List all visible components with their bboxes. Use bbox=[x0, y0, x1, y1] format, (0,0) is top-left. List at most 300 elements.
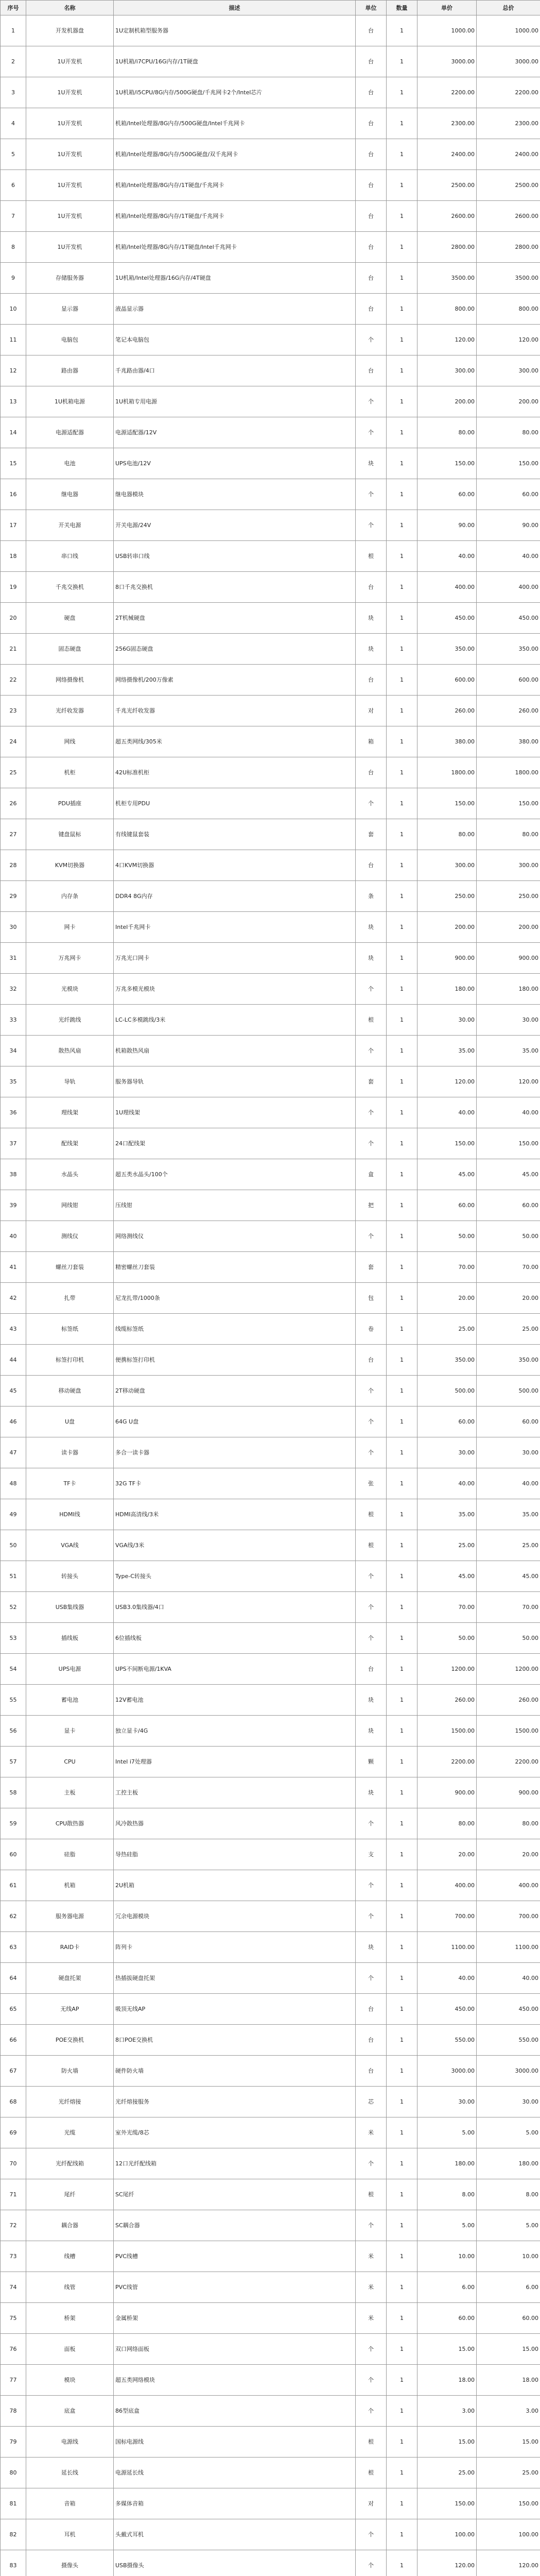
cell-no: 81 bbox=[1, 2488, 26, 2519]
cell-total: 2500.00 bbox=[477, 170, 540, 201]
cell-total: 3000.00 bbox=[477, 46, 540, 77]
cell-qty: 1 bbox=[387, 541, 417, 572]
cell-qty: 1 bbox=[387, 2272, 417, 2303]
cell-no: 74 bbox=[1, 2272, 26, 2303]
cell-price: 3500.00 bbox=[417, 263, 477, 294]
table-row bbox=[1, 912, 540, 943]
cell-price: 1500.00 bbox=[417, 1716, 477, 1747]
cell-unit: 个 bbox=[356, 510, 387, 541]
cell-qty: 1 bbox=[387, 2210, 417, 2241]
table-row bbox=[1, 46, 540, 77]
cell-no: 69 bbox=[1, 2117, 26, 2148]
cell-desc: 多合一读卡器 bbox=[114, 1437, 356, 1468]
cell-total: 3000.00 bbox=[477, 2056, 540, 2087]
cell-price: 900.00 bbox=[417, 1777, 477, 1808]
cell-desc: USB摄像头 bbox=[114, 2550, 356, 2576]
cell-total: 200.00 bbox=[477, 912, 540, 943]
cell-desc: 吸顶无线AP bbox=[114, 1994, 356, 2025]
cell-name: 键盘鼠标 bbox=[26, 819, 114, 850]
cell-no: 34 bbox=[1, 1036, 26, 1066]
cell-desc: Intel千兆网卡 bbox=[114, 912, 356, 943]
cell-price: 350.00 bbox=[417, 634, 477, 665]
cell-name: VGA线 bbox=[26, 1530, 114, 1561]
cell-unit: 块 bbox=[356, 634, 387, 665]
cell-price: 700.00 bbox=[417, 1901, 477, 1932]
cell-qty: 1 bbox=[387, 603, 417, 634]
cell-qty: 1 bbox=[387, 1777, 417, 1808]
cell-total: 350.00 bbox=[477, 1345, 540, 1376]
table-row bbox=[1, 1901, 540, 1932]
table-row bbox=[1, 1345, 540, 1376]
cell-desc: PVC线管 bbox=[114, 2272, 356, 2303]
cell-no: 57 bbox=[1, 1747, 26, 1777]
cell-name: TF卡 bbox=[26, 1468, 114, 1499]
cell-desc: 1U理线架 bbox=[114, 1097, 356, 1128]
cell-desc: 12口光纤配线箱 bbox=[114, 2148, 356, 2179]
table-row bbox=[1, 1128, 540, 1159]
cell-no: 15 bbox=[1, 448, 26, 479]
cell-desc: 超五类网线/305米 bbox=[114, 726, 356, 757]
cell-qty: 1 bbox=[387, 1932, 417, 1963]
cell-desc: 2T移动硬盘 bbox=[114, 1376, 356, 1406]
cell-price: 18.00 bbox=[417, 2365, 477, 2396]
cell-qty: 1 bbox=[387, 2365, 417, 2396]
table-row bbox=[1, 881, 540, 912]
cell-desc: USB3.0集线器/4口 bbox=[114, 1592, 356, 1623]
cell-total: 20.00 bbox=[477, 1839, 540, 1870]
cell-unit: 台 bbox=[356, 1654, 387, 1685]
table-row bbox=[1, 726, 540, 757]
cell-unit: 台 bbox=[356, 572, 387, 603]
cell-name: 1U机箱电源 bbox=[26, 386, 114, 417]
table-row bbox=[1, 1066, 540, 1097]
cell-no: 19 bbox=[1, 572, 26, 603]
cell-price: 40.00 bbox=[417, 1097, 477, 1128]
cell-no: 68 bbox=[1, 2087, 26, 2117]
cell-price: 2300.00 bbox=[417, 108, 477, 139]
cell-no: 73 bbox=[1, 2241, 26, 2272]
cell-name: 1U开发机 bbox=[26, 170, 114, 201]
cell-unit: 个 bbox=[356, 974, 387, 1005]
cell-total: 40.00 bbox=[477, 1468, 540, 1499]
table-row bbox=[1, 2179, 540, 2210]
table-row bbox=[1, 2148, 540, 2179]
cell-unit: 根 bbox=[356, 541, 387, 572]
cell-no: 67 bbox=[1, 2056, 26, 2087]
cell-unit: 块 bbox=[356, 1777, 387, 1808]
cell-name: 显卡 bbox=[26, 1716, 114, 1747]
cell-qty: 1 bbox=[387, 974, 417, 1005]
cell-total: 10.00 bbox=[477, 2241, 540, 2272]
table-row bbox=[1, 665, 540, 696]
cell-name: 显示器 bbox=[26, 294, 114, 325]
cell-desc: 光纤熔接服务 bbox=[114, 2087, 356, 2117]
cell-price: 60.00 bbox=[417, 479, 477, 510]
cell-total: 80.00 bbox=[477, 1808, 540, 1839]
cell-no: 32 bbox=[1, 974, 26, 1005]
cell-unit: 块 bbox=[356, 603, 387, 634]
cell-unit: 对 bbox=[356, 696, 387, 726]
cell-qty: 1 bbox=[387, 2148, 417, 2179]
cell-unit: 台 bbox=[356, 1994, 387, 2025]
table-row bbox=[1, 108, 540, 139]
cell-price: 120.00 bbox=[417, 2550, 477, 2576]
cell-no: 23 bbox=[1, 696, 26, 726]
cell-qty: 1 bbox=[387, 634, 417, 665]
cell-name: U盘 bbox=[26, 1406, 114, 1437]
table-row bbox=[1, 1623, 540, 1654]
cell-name: POE交换机 bbox=[26, 2025, 114, 2056]
cell-name: KVM切换器 bbox=[26, 850, 114, 881]
cell-price: 2500.00 bbox=[417, 170, 477, 201]
cell-total: 180.00 bbox=[477, 974, 540, 1005]
cell-qty: 1 bbox=[387, 2334, 417, 2365]
cell-no: 79 bbox=[1, 2427, 26, 2458]
cell-name: 线槽 bbox=[26, 2241, 114, 2272]
cell-name: 光纤跳线 bbox=[26, 1005, 114, 1036]
table-row bbox=[1, 1499, 540, 1530]
cell-price: 3000.00 bbox=[417, 2056, 477, 2087]
cell-total: 400.00 bbox=[477, 572, 540, 603]
cell-no: 53 bbox=[1, 1623, 26, 1654]
cell-name: 1U开发机 bbox=[26, 108, 114, 139]
cell-price: 8.00 bbox=[417, 2179, 477, 2210]
cell-unit: 颗 bbox=[356, 1747, 387, 1777]
cell-name: 音箱 bbox=[26, 2488, 114, 2519]
cell-qty: 1 bbox=[387, 1468, 417, 1499]
cell-name: 光纤收发器 bbox=[26, 696, 114, 726]
cell-price: 350.00 bbox=[417, 1345, 477, 1376]
cell-desc: SC尾纤 bbox=[114, 2179, 356, 2210]
table-row bbox=[1, 201, 540, 232]
cell-price: 400.00 bbox=[417, 572, 477, 603]
cell-total: 40.00 bbox=[477, 1963, 540, 1994]
cell-qty: 1 bbox=[387, 2519, 417, 2550]
cell-desc: 42U标准机柜 bbox=[114, 757, 356, 788]
cell-price: 200.00 bbox=[417, 912, 477, 943]
cell-total: 1200.00 bbox=[477, 1654, 540, 1685]
table-row bbox=[1, 1870, 540, 1901]
cell-name: 测线仪 bbox=[26, 1221, 114, 1252]
cell-no: 43 bbox=[1, 1314, 26, 1345]
cell-name: 插线板 bbox=[26, 1623, 114, 1654]
cell-desc: HDMI高清线/3米 bbox=[114, 1499, 356, 1530]
cell-price: 45.00 bbox=[417, 1159, 477, 1190]
cell-total: 150.00 bbox=[477, 2488, 540, 2519]
cell-no: 72 bbox=[1, 2210, 26, 2241]
table-row bbox=[1, 355, 540, 386]
cell-price: 150.00 bbox=[417, 2488, 477, 2519]
cell-total: 2200.00 bbox=[477, 1747, 540, 1777]
cell-qty: 1 bbox=[387, 386, 417, 417]
cell-name: 读卡器 bbox=[26, 1437, 114, 1468]
cell-qty: 1 bbox=[387, 77, 417, 108]
cell-name: 万兆网卡 bbox=[26, 943, 114, 974]
cell-name: 存储服务器 bbox=[26, 263, 114, 294]
cell-no: 37 bbox=[1, 1128, 26, 1159]
cell-unit: 芯 bbox=[356, 2087, 387, 2117]
cell-name: 开关电源 bbox=[26, 510, 114, 541]
cell-qty: 1 bbox=[387, 355, 417, 386]
cell-qty: 1 bbox=[387, 2427, 417, 2458]
cell-desc: PVC线槽 bbox=[114, 2241, 356, 2272]
cell-qty: 1 bbox=[387, 1097, 417, 1128]
cell-desc: 1U定制机箱型服务器 bbox=[114, 15, 356, 46]
cell-name: 桥架 bbox=[26, 2303, 114, 2334]
table-row bbox=[1, 2303, 540, 2334]
cell-unit: 个 bbox=[356, 1870, 387, 1901]
table-row bbox=[1, 1283, 540, 1314]
cell-no: 26 bbox=[1, 788, 26, 819]
cell-no: 36 bbox=[1, 1097, 26, 1128]
cell-unit: 个 bbox=[356, 1376, 387, 1406]
cell-name: 移动硬盘 bbox=[26, 1376, 114, 1406]
cell-name: 继电器 bbox=[26, 479, 114, 510]
cell-price: 900.00 bbox=[417, 943, 477, 974]
cell-name: 散热风扇 bbox=[26, 1036, 114, 1066]
cell-unit: 个 bbox=[356, 1592, 387, 1623]
cell-no: 20 bbox=[1, 603, 26, 634]
cell-desc: UPS电池/12V bbox=[114, 448, 356, 479]
cell-total: 900.00 bbox=[477, 943, 540, 974]
cell-price: 80.00 bbox=[417, 417, 477, 448]
table-row bbox=[1, 1406, 540, 1437]
cell-no: 14 bbox=[1, 417, 26, 448]
cell-total: 3.00 bbox=[477, 2396, 540, 2427]
cell-price: 200.00 bbox=[417, 386, 477, 417]
cell-qty: 1 bbox=[387, 788, 417, 819]
cell-total: 250.00 bbox=[477, 881, 540, 912]
cell-desc: 笔记本电脑包 bbox=[114, 325, 356, 355]
cell-no: 83 bbox=[1, 2550, 26, 2576]
cell-name: 模块 bbox=[26, 2365, 114, 2396]
cell-desc: 机箱散热风扇 bbox=[114, 1036, 356, 1066]
cell-price: 70.00 bbox=[417, 1252, 477, 1283]
cell-desc: 压线钳 bbox=[114, 1190, 356, 1221]
cell-price: 25.00 bbox=[417, 1314, 477, 1345]
cell-qty: 1 bbox=[387, 294, 417, 325]
cell-total: 180.00 bbox=[477, 2148, 540, 2179]
cell-total: 80.00 bbox=[477, 819, 540, 850]
table-row bbox=[1, 325, 540, 355]
cell-no: 62 bbox=[1, 1901, 26, 1932]
cell-unit: 个 bbox=[356, 1808, 387, 1839]
cell-unit: 个 bbox=[356, 1623, 387, 1654]
cell-name: 主板 bbox=[26, 1777, 114, 1808]
table-row bbox=[1, 1530, 540, 1561]
cell-name: 硅脂 bbox=[26, 1839, 114, 1870]
cell-no: 40 bbox=[1, 1221, 26, 1252]
table-row bbox=[1, 2241, 540, 2272]
cell-total: 150.00 bbox=[477, 448, 540, 479]
cell-total: 35.00 bbox=[477, 1036, 540, 1066]
cell-no: 61 bbox=[1, 1870, 26, 1901]
cell-qty: 1 bbox=[387, 912, 417, 943]
cell-total: 50.00 bbox=[477, 1221, 540, 1252]
cell-qty: 1 bbox=[387, 1005, 417, 1036]
cell-no: 29 bbox=[1, 881, 26, 912]
cell-unit: 个 bbox=[356, 2550, 387, 2576]
cell-desc: 电源延长线 bbox=[114, 2458, 356, 2488]
cell-unit: 个 bbox=[356, 1128, 387, 1159]
cell-desc: 千兆路由器/4口 bbox=[114, 355, 356, 386]
cell-price: 5.00 bbox=[417, 2117, 477, 2148]
cell-price: 40.00 bbox=[417, 541, 477, 572]
cell-qty: 1 bbox=[387, 943, 417, 974]
cell-no: 18 bbox=[1, 541, 26, 572]
cell-desc: 尼龙扎带/1000条 bbox=[114, 1283, 356, 1314]
cell-desc: 机箱/Intel处理器/8G内存/1T硬盘/Intel千兆网卡 bbox=[114, 232, 356, 263]
cell-total: 18.00 bbox=[477, 2365, 540, 2396]
cell-no: 35 bbox=[1, 1066, 26, 1097]
cell-unit: 套 bbox=[356, 1066, 387, 1097]
cell-no: 39 bbox=[1, 1190, 26, 1221]
cell-price: 15.00 bbox=[417, 2427, 477, 2458]
cell-qty: 1 bbox=[387, 170, 417, 201]
cell-name: 电源线 bbox=[26, 2427, 114, 2458]
table-row bbox=[1, 2519, 540, 2550]
cell-unit: 块 bbox=[356, 1685, 387, 1716]
header-cell: 总价 bbox=[477, 1, 540, 15]
cell-total: 45.00 bbox=[477, 1561, 540, 1592]
cell-qty: 1 bbox=[387, 15, 417, 46]
header-row bbox=[1, 1, 540, 15]
cell-no: 1 bbox=[1, 15, 26, 46]
cell-qty: 1 bbox=[387, 1499, 417, 1530]
table-row bbox=[1, 2025, 540, 2056]
table-row bbox=[1, 2210, 540, 2241]
cell-name: 电源适配器 bbox=[26, 417, 114, 448]
cell-qty: 1 bbox=[387, 1314, 417, 1345]
cell-name: 耦合器 bbox=[26, 2210, 114, 2241]
cell-total: 1000.00 bbox=[477, 15, 540, 46]
cell-name: 螺丝刀套装 bbox=[26, 1252, 114, 1283]
cell-qty: 1 bbox=[387, 2488, 417, 2519]
cell-desc: 机柜专用PDU bbox=[114, 788, 356, 819]
cell-total: 200.00 bbox=[477, 386, 540, 417]
cell-unit: 台 bbox=[356, 108, 387, 139]
cell-price: 380.00 bbox=[417, 726, 477, 757]
cell-name: 光纤熔接 bbox=[26, 2087, 114, 2117]
cell-qty: 1 bbox=[387, 2087, 417, 2117]
cell-unit: 块 bbox=[356, 912, 387, 943]
cell-price: 60.00 bbox=[417, 1190, 477, 1221]
cell-no: 2 bbox=[1, 46, 26, 77]
cell-desc: 工控主板 bbox=[114, 1777, 356, 1808]
cell-no: 66 bbox=[1, 2025, 26, 2056]
cell-name: 电脑包 bbox=[26, 325, 114, 355]
cell-qty: 1 bbox=[387, 1376, 417, 1406]
cell-qty: 1 bbox=[387, 2025, 417, 2056]
cell-unit: 台 bbox=[356, 232, 387, 263]
cell-total: 60.00 bbox=[477, 1406, 540, 1437]
cell-name: 摄像头 bbox=[26, 2550, 114, 2576]
cell-total: 2800.00 bbox=[477, 232, 540, 263]
cell-total: 300.00 bbox=[477, 355, 540, 386]
cell-qty: 1 bbox=[387, 1870, 417, 1901]
cell-unit: 个 bbox=[356, 1097, 387, 1128]
cell-no: 21 bbox=[1, 634, 26, 665]
cell-total: 25.00 bbox=[477, 1530, 540, 1561]
table-row bbox=[1, 819, 540, 850]
cell-name: 内存条 bbox=[26, 881, 114, 912]
cell-no: 65 bbox=[1, 1994, 26, 2025]
cell-name: 无线AP bbox=[26, 1994, 114, 2025]
cell-desc: 网络摄像机/200万像素 bbox=[114, 665, 356, 696]
cell-desc: 头戴式耳机 bbox=[114, 2519, 356, 2550]
cell-no: 60 bbox=[1, 1839, 26, 1870]
cell-price: 15.00 bbox=[417, 2334, 477, 2365]
cell-no: 13 bbox=[1, 386, 26, 417]
cell-name: 机柜 bbox=[26, 757, 114, 788]
cell-unit: 台 bbox=[356, 201, 387, 232]
cell-desc: 导热硅脂 bbox=[114, 1839, 356, 1870]
cell-desc: LC-LC多模跳线/3米 bbox=[114, 1005, 356, 1036]
cell-total: 70.00 bbox=[477, 1252, 540, 1283]
cell-qty: 1 bbox=[387, 139, 417, 170]
cell-price: 2600.00 bbox=[417, 201, 477, 232]
table-row bbox=[1, 1963, 540, 1994]
cell-price: 50.00 bbox=[417, 1221, 477, 1252]
cell-price: 20.00 bbox=[417, 1839, 477, 1870]
cell-name: 机箱 bbox=[26, 1870, 114, 1901]
cell-total: 500.00 bbox=[477, 1376, 540, 1406]
cell-no: 51 bbox=[1, 1561, 26, 1592]
cell-price: 1200.00 bbox=[417, 1654, 477, 1685]
cell-name: 1U开发机 bbox=[26, 232, 114, 263]
table-row bbox=[1, 1592, 540, 1623]
cell-no: 24 bbox=[1, 726, 26, 757]
cell-unit: 台 bbox=[356, 1345, 387, 1376]
cell-total: 100.00 bbox=[477, 2519, 540, 2550]
table-row bbox=[1, 2365, 540, 2396]
table-row bbox=[1, 294, 540, 325]
table-row bbox=[1, 1808, 540, 1839]
cell-unit: 个 bbox=[356, 1221, 387, 1252]
cell-qty: 1 bbox=[387, 1221, 417, 1252]
cell-name: 光缆 bbox=[26, 2117, 114, 2148]
cell-desc: 独立显卡/4G bbox=[114, 1716, 356, 1747]
cell-desc: 千兆光纤收发器 bbox=[114, 696, 356, 726]
cell-no: 48 bbox=[1, 1468, 26, 1499]
cell-total: 150.00 bbox=[477, 788, 540, 819]
cell-qty: 1 bbox=[387, 757, 417, 788]
cell-desc: 8口千兆交换机 bbox=[114, 572, 356, 603]
cell-name: 光纤配线箱 bbox=[26, 2148, 114, 2179]
cell-no: 82 bbox=[1, 2519, 26, 2550]
cell-desc: 线缆标签纸 bbox=[114, 1314, 356, 1345]
cell-price: 10.00 bbox=[417, 2241, 477, 2272]
table-row bbox=[1, 2488, 540, 2519]
cell-total: 600.00 bbox=[477, 665, 540, 696]
table-row bbox=[1, 417, 540, 448]
table-row bbox=[1, 1437, 540, 1468]
cell-desc: 8口POE交换机 bbox=[114, 2025, 356, 2056]
cell-unit: 套 bbox=[356, 819, 387, 850]
cell-price: 30.00 bbox=[417, 2087, 477, 2117]
cell-desc: 便携标签打印机 bbox=[114, 1345, 356, 1376]
cell-qty: 1 bbox=[387, 1437, 417, 1468]
cell-qty: 1 bbox=[387, 2117, 417, 2148]
cell-unit: 根 bbox=[356, 1530, 387, 1561]
cell-no: 6 bbox=[1, 170, 26, 201]
cell-desc: USB转串口线 bbox=[114, 541, 356, 572]
cell-price: 180.00 bbox=[417, 974, 477, 1005]
cell-qty: 1 bbox=[387, 881, 417, 912]
cell-no: 71 bbox=[1, 2179, 26, 2210]
cell-unit: 把 bbox=[356, 1190, 387, 1221]
cell-no: 3 bbox=[1, 77, 26, 108]
